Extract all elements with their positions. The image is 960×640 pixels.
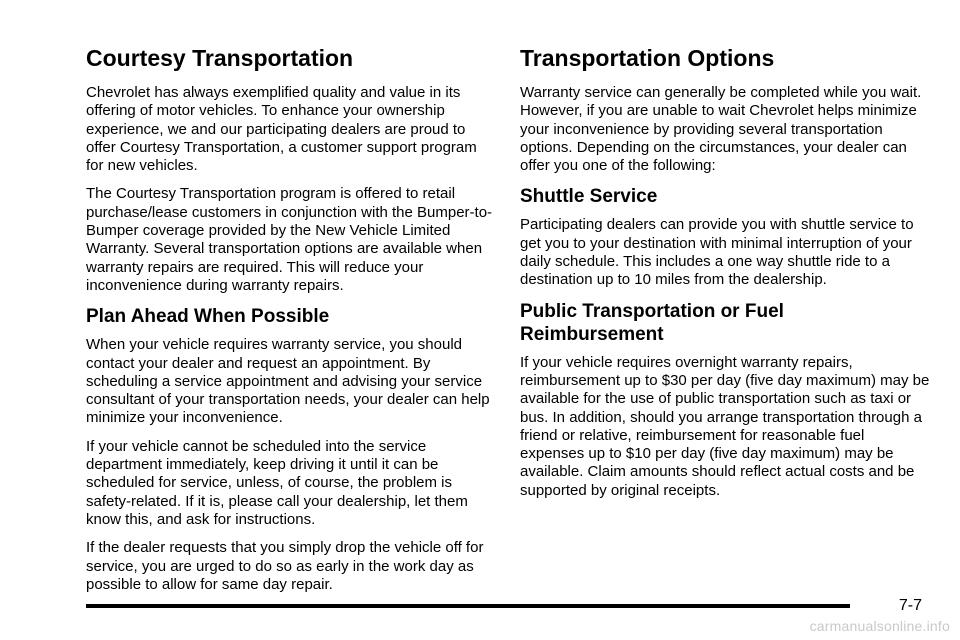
page-number: 7-7 [898, 597, 922, 614]
heading-public-transportation: Public Transportation or Fuel Reimbursement [520, 300, 784, 345]
paragraph: Warranty service can generally be completed while you wait. However, if you are unable to wait Chevrolet helps minimize your inconvenience by providing several transportation options. Depending on the circumstances, your dealer can offer you one of the following: [520, 84, 922, 175]
paragraph: Participating dealers can provide you with shuttle service to get you to your destination with minimal interruption of your daily schedule. This includes a one way shuttle ride to a destination up to 10 miles from the dealership. [520, 216, 914, 289]
right-column [520, 44, 930, 510]
paragraph: The Courtesy Transportation program is offered to retail purchase/lease customers in conjunction with the Bumper-to-Bumper coverage provided by the New Vehicle Limited Warranty. Several transportation options are available when warranty repairs are required. This will reduce your inconvenience during warranty repairs. [86, 185, 493, 294]
paragraph: When your vehicle requires warranty service, you should contact your dealer and request an appointment. By scheduling a service appointment and advising your service consultant of your transportation needs, your dealer can help minimize your inconvenience. [86, 336, 490, 427]
heading-courtesy-transportation: Courtesy Transportation [86, 45, 354, 71]
heading-plan-ahead: Plan Ahead When Possible [86, 306, 330, 328]
heading-transportation-options: Transportation Options [520, 45, 775, 71]
left-column [86, 44, 496, 604]
footer-rule [86, 604, 850, 608]
heading-shuttle-service: Shuttle Service [520, 186, 658, 208]
watermark: carmanualsonline.info [809, 618, 950, 634]
paragraph: If your vehicle requires overnight warranty repairs, reimbursement up to $30 per day (five day maximum) may be available for the use of public transportation such as taxi or bus. In addition, should you arrange transportation through a friend or relative, reimbursement for reasonable fuel expenses up to $10 per day (five day maximum) may be available. Claim amounts should reflect actual costs and be supported by original receipts. [520, 353, 930, 499]
paragraph: If your vehicle cannot be scheduled into the service department immediately, keep driving it until it can be scheduled for service, unless, of course, the problem is safety-related. If it is, please call your dealership, let them know this, and ask for instructions. [86, 437, 468, 528]
paragraph: If the dealer requests that you simply drop the vehicle off for service, you are urged to do so as early in the work day as possible to allow for same day repair. [86, 539, 484, 593]
paragraph: Chevrolet has always exemplified quality and value in its offering of motor vehicles. To enhance your ownership experience, we and our participating dealers are proud to offer Courtesy Transportation, a customer support program for new vehicles. [86, 84, 477, 175]
